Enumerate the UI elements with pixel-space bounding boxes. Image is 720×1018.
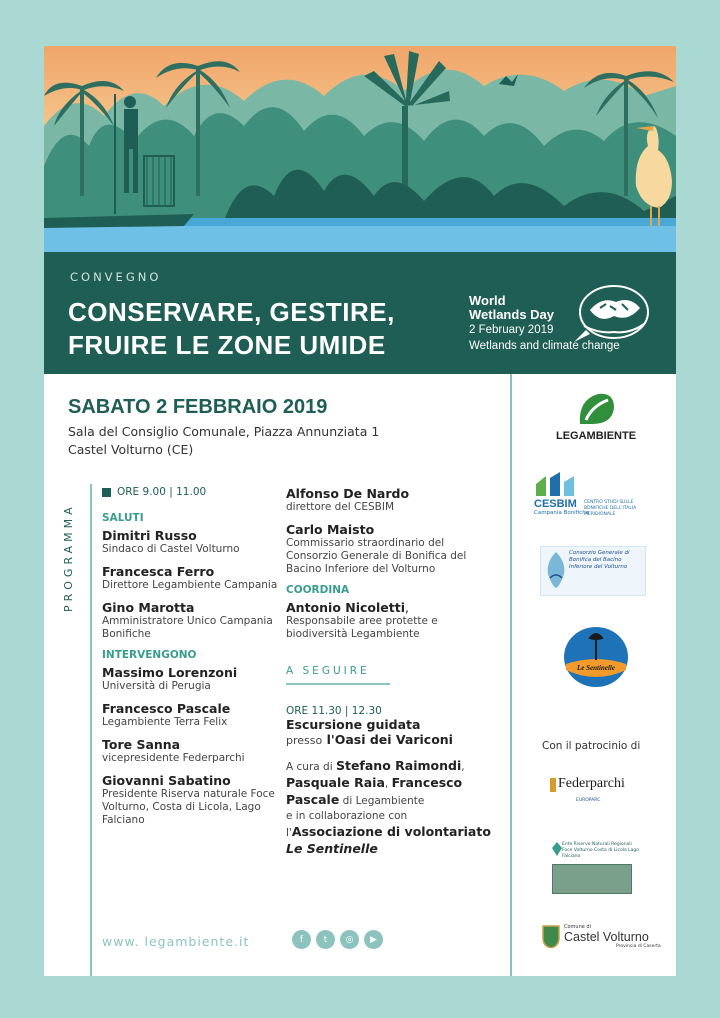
comune-prov: Provincia di Caserta <box>616 944 661 949</box>
reserve-photo <box>552 864 632 894</box>
program-accent-line <box>90 484 92 976</box>
coordina-label: COORDINA <box>286 584 350 596</box>
consorzio-emblem-icon <box>544 550 568 590</box>
excursion-time: ORE 11.30 | 12.30 <box>286 705 382 717</box>
event-date: SABATO 2 FEBBRAIO 2019 <box>68 396 328 418</box>
cesbim-desc: CENTRO STUDI SULLE BONIFICHE DELL'ITALIA MERIDIONALE <box>584 500 637 517</box>
programma-label: PROGRAMMA <box>62 503 75 612</box>
wetland-illustration <box>44 46 676 252</box>
federparchi-sub: EUROPARC <box>576 798 601 803</box>
speaker: Carlo Maisto Commissario straordinario del Consorzio Generale di Bonifica del Bacino Inferiore del Volturno <box>286 522 467 575</box>
consorzio-name: Consorzio Generale di Bonifica del Bacino Inferiore del Volturno <box>569 550 630 570</box>
federparchi-name: Federparchi <box>558 776 625 791</box>
sentinelle-logo-icon <box>562 626 630 688</box>
sponsor-divider <box>510 374 512 976</box>
patrocinio-label: Con il patrocinio di <box>542 740 641 752</box>
program-time: ORE 9.00 | 11.00 <box>102 486 282 498</box>
speaker: Gino Marotta Amministratore Unico Campania Bonifiche <box>102 600 273 640</box>
intervengono-label: INTERVENGONO <box>102 649 197 661</box>
website-link[interactable]: www. legambiente.it <box>102 934 250 949</box>
comune-pre: Comune di <box>564 924 591 930</box>
wetlands-day-block: World Wetlands Day 2 February 2019 Wetlands and climate change <box>469 293 620 352</box>
speaker: Dimitri Russo Sindaco di Castel Volturno <box>102 528 240 555</box>
comune-crest-icon <box>542 924 560 948</box>
cesbim-sub: Campania Bonifiche <box>534 510 590 516</box>
poster <box>44 46 676 976</box>
speaker: Antonio Nicoletti, Responsabile aree protette e biodiversità Legambiente <box>286 600 438 640</box>
convegno-label: CONVEGNO <box>70 270 162 284</box>
comune-name: Castel Volturno <box>564 930 649 944</box>
cesbim-name: CESBIM <box>534 498 577 510</box>
legambiente-logo-icon <box>574 390 618 428</box>
federparchi-mark-icon <box>550 778 556 792</box>
speaker: Alfonso De Nardo direttore del CESBIM <box>286 486 410 513</box>
instagram-icon[interactable]: ◎ <box>340 930 359 949</box>
wetlands-day-logo-icon <box>570 282 652 346</box>
legambiente-name: LEGAMBIENTE <box>555 430 637 442</box>
social-links <box>292 930 383 949</box>
program-column-2 <box>286 486 496 858</box>
cesbim-logo-icon <box>534 470 578 496</box>
excursion-organizers: A cura di Stefano Raimondi, Pasquale Raia, Francesco Pascale di Legambiente e in collaborazione con l'Associazione di volontariato Le Sentinelle <box>286 758 491 856</box>
excursion-title: Escursione guidata presso l'Oasi dei Variconi <box>286 717 453 747</box>
speaker: Giovanni Sabatino Presidente Riserva naturale Foce Volturno, Costa di Licola, Lago Falciano <box>102 773 275 826</box>
a-seguire-label: A SEGUIRE <box>286 665 390 685</box>
speaker: Tore Sanna vicepresidente Federparchi <box>102 737 245 764</box>
speaker: Francesca Ferro Direttore Legambiente Campania <box>102 564 278 591</box>
facebook-icon[interactable]: f <box>292 930 311 949</box>
twitter-icon[interactable]: t <box>316 930 335 949</box>
speaker: Massimo Lorenzoni Università di Perugia <box>102 665 238 692</box>
title-band <box>44 252 676 374</box>
program-column-1 <box>102 486 282 835</box>
reserve-name: Ente Riserve Naturali Regionali Foce Volturno Costa di Licola Lago Falciano <box>562 842 640 859</box>
youtube-icon[interactable]: ▶ <box>364 930 383 949</box>
event-venue: Sala del Consiglio Comunale, Piazza Annunziata 1 Castel Volturno (CE) <box>68 424 380 457</box>
sentinelle-name: Le Sentinelle <box>577 664 615 672</box>
square-bullet-icon <box>102 488 111 497</box>
conference-title: CONSERVARE, GESTIRE, FRUIRE LE ZONE UMIDE <box>68 297 395 360</box>
speaker: Francesco Pascale Legambiente Terra Felix <box>102 701 231 728</box>
reserve-emblem-icon <box>552 842 562 856</box>
saluti-label: SALUTI <box>102 512 144 524</box>
